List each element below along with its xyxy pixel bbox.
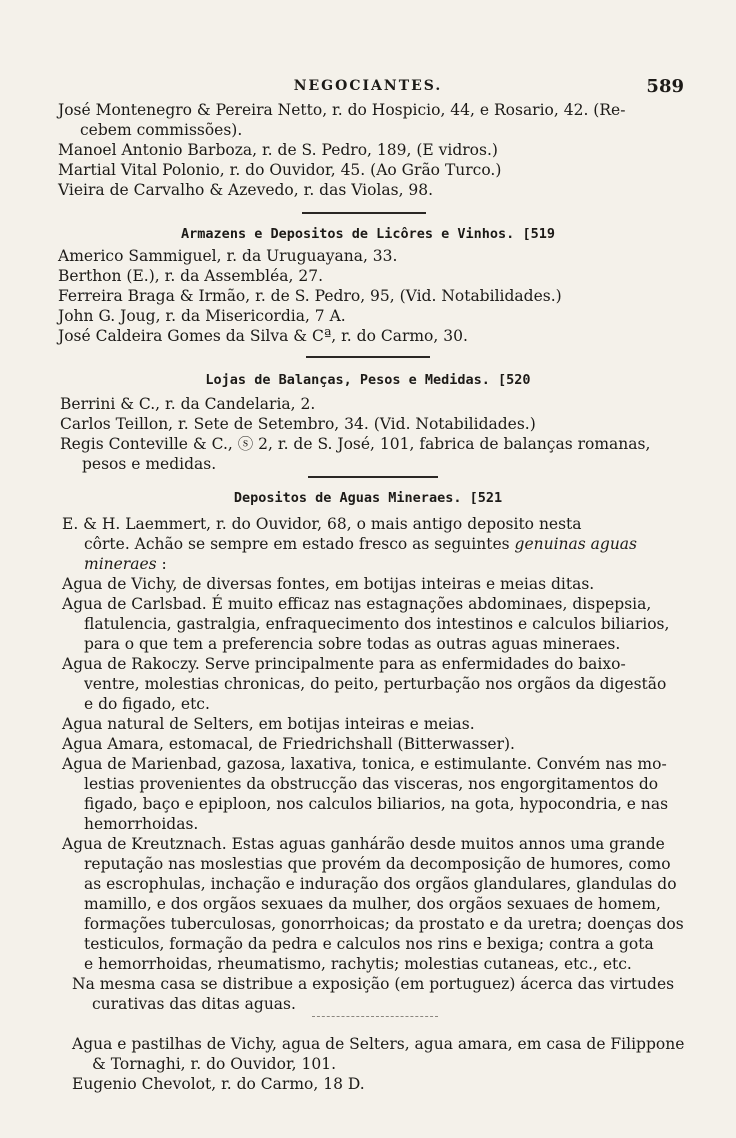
entry-line: Agua de Kreutznach. Estas aguas ganhárão desde muitos annos uma grande: [62, 835, 665, 853]
entry-line: Agua de Vichy, de diversas fontes, em botijas inteiras e meias ditas.: [62, 575, 595, 593]
entry-line: reputação nas moslestias que provém da decomposição de humores, como: [84, 855, 671, 873]
section-title: Depositos de Aguas Mineraes.: [233, 490, 462, 506]
entry-line: flatulencia, gastralgia, enfraquecimento dos intestinos e calculos biliarios,: [84, 615, 670, 633]
entry-line: José Caldeira Gomes da Silva & Cª, r. do Carmo, 30.: [58, 327, 468, 345]
section-heading: [0, 226, 736, 242]
intro-line: E. & H. Laemmert, r. do Ouvidor, 68, o mais antigo deposito nesta: [62, 515, 582, 533]
entry-line: Agua e pastilhas de Vichy, agua de Selters, agua amara, em casa de Filippone: [72, 1035, 685, 1053]
entry-line: Ferreira Braga & Irmão, r. de S. Pedro, 95, (Vid. Notabilidades.): [58, 287, 562, 305]
section-divider: [308, 476, 438, 478]
entry-line: lestias provenientes da obstrucção das visceras, nos engorgitamentos do: [84, 775, 659, 793]
entry-line: Agua de Carlsbad. É muito efficaz nas estagnações abdominaes, dispepsia,: [62, 595, 652, 613]
page-number: 589: [646, 76, 684, 97]
entry-line: Agua de Marienbad, gazosa, laxativa, tonica, e estimulante. Convém nas mo-: [62, 755, 667, 773]
entry-line: as escrophulas, inchação e induração dos orgãos glandulares, glandulas do: [84, 875, 677, 893]
section-title: Lojas de Balanças, Pesos e Medidas.: [205, 372, 490, 388]
entry-line: cebem commissões).: [80, 121, 243, 139]
entry-line: Manoel Antonio Barboza, r. de S. Pedro, 189, (E vidros.): [58, 141, 498, 159]
entry-line: hemorrhoidas.: [84, 815, 199, 833]
section-divider: [312, 1016, 438, 1017]
entry-line: Berthon (E.), r. da Assembléa, 27.: [58, 267, 324, 285]
entry-line: Vieira de Carvalho & Azevedo, r. das Violas, 98.: [58, 181, 434, 199]
entry-line: formações tuberculosas, gonorrhoicas; da prostato e da uretra; doenças dos: [84, 915, 684, 933]
entry-line: curativas das ditas aguas.: [92, 995, 296, 1013]
intro-italic: mineraes: [84, 555, 157, 573]
entry-line: Berrini & C., r. da Candelaria, 2.: [60, 395, 316, 413]
entry-line: figado, baço e epiploon, nos calculos biliarios, na gota, hypocondria, e nas: [84, 795, 669, 813]
entry-line: para o que tem a preferencia sobre todas as outras aguas mineraes.: [84, 635, 621, 653]
running-header: [0, 76, 736, 102]
entry-line: Americo Sammiguel, r. da Uruguayana, 33.: [58, 247, 398, 265]
intro-italic: genuinas aguas: [514, 535, 637, 553]
intro-line: [84, 534, 637, 554]
section-number: [519: [522, 226, 555, 242]
section-divider: [306, 356, 430, 358]
entry-line: & Tornaghi, r. do Ouvidor, 101.: [92, 1055, 337, 1073]
intro-colon: :: [161, 555, 167, 573]
entry-line: mamillo, e dos orgãos sexuaes da mulher, dos orgãos sexuaes de homem,: [84, 895, 661, 913]
section-number: [520: [498, 372, 531, 388]
entry-line: ventre, molestias chronicas, do peito, perturbação nos orgãos da digestão: [84, 675, 667, 693]
entry-line: Agua Amara, estomacal, de Friedrichshall (Bitterwasser).: [62, 735, 515, 753]
entry-line: Na mesma casa se distribue a exposição (em portuguez) ácerca das virtudes: [72, 975, 675, 993]
entry-line: Agua natural de Selters, em botijas inteiras e meias.: [62, 715, 475, 733]
section-heading: [0, 372, 736, 388]
section-heading: [0, 490, 736, 506]
page-title: NEGOCIANTES.: [293, 78, 443, 94]
section-divider: [302, 212, 426, 214]
entry-line: Martial Vital Polonio, r. do Ouvidor, 45. (Ao Grão Turco.): [58, 161, 502, 179]
entry-line: John G. Joug, r. da Misericordia, 7 A.: [58, 307, 346, 325]
entry-line: Regis Conteville & C., ⓢ 2, r. de S. José, 101, fabrica de balanças romanas,: [60, 435, 651, 453]
section-title: Armazens e Depositos de Licôres e Vinhos.: [181, 226, 515, 242]
entry-line: e do figado, etc.: [84, 695, 210, 713]
intro-text: côrte. Achão se sempre em estado fresco as seguintes: [84, 535, 510, 553]
entry-line: Agua de Rakoczy. Serve principalmente para as enfermidades do baixo-: [62, 655, 626, 673]
entry-line: pesos e medidas.: [82, 455, 217, 473]
entry-line: testiculos, formação da pedra e calculos nos rins e bexiga; contra a gota: [84, 935, 654, 953]
entry-line: José Montenegro & Pereira Netto, r. do Hospicio, 44, e Rosario, 42. (Re-: [58, 101, 626, 119]
intro-line: [84, 554, 167, 574]
entry-line: Eugenio Chevolot, r. do Carmo, 18 D.: [72, 1075, 365, 1093]
entry-line: Carlos Teillon, r. Sete de Setembro, 34. (Vid. Notabilidades.): [60, 415, 536, 433]
section-number: [521: [469, 490, 503, 506]
entry-line: e hemorrhoidas, rheumatismo, rachytis; molestias cutaneas, etc., etc.: [84, 955, 632, 973]
